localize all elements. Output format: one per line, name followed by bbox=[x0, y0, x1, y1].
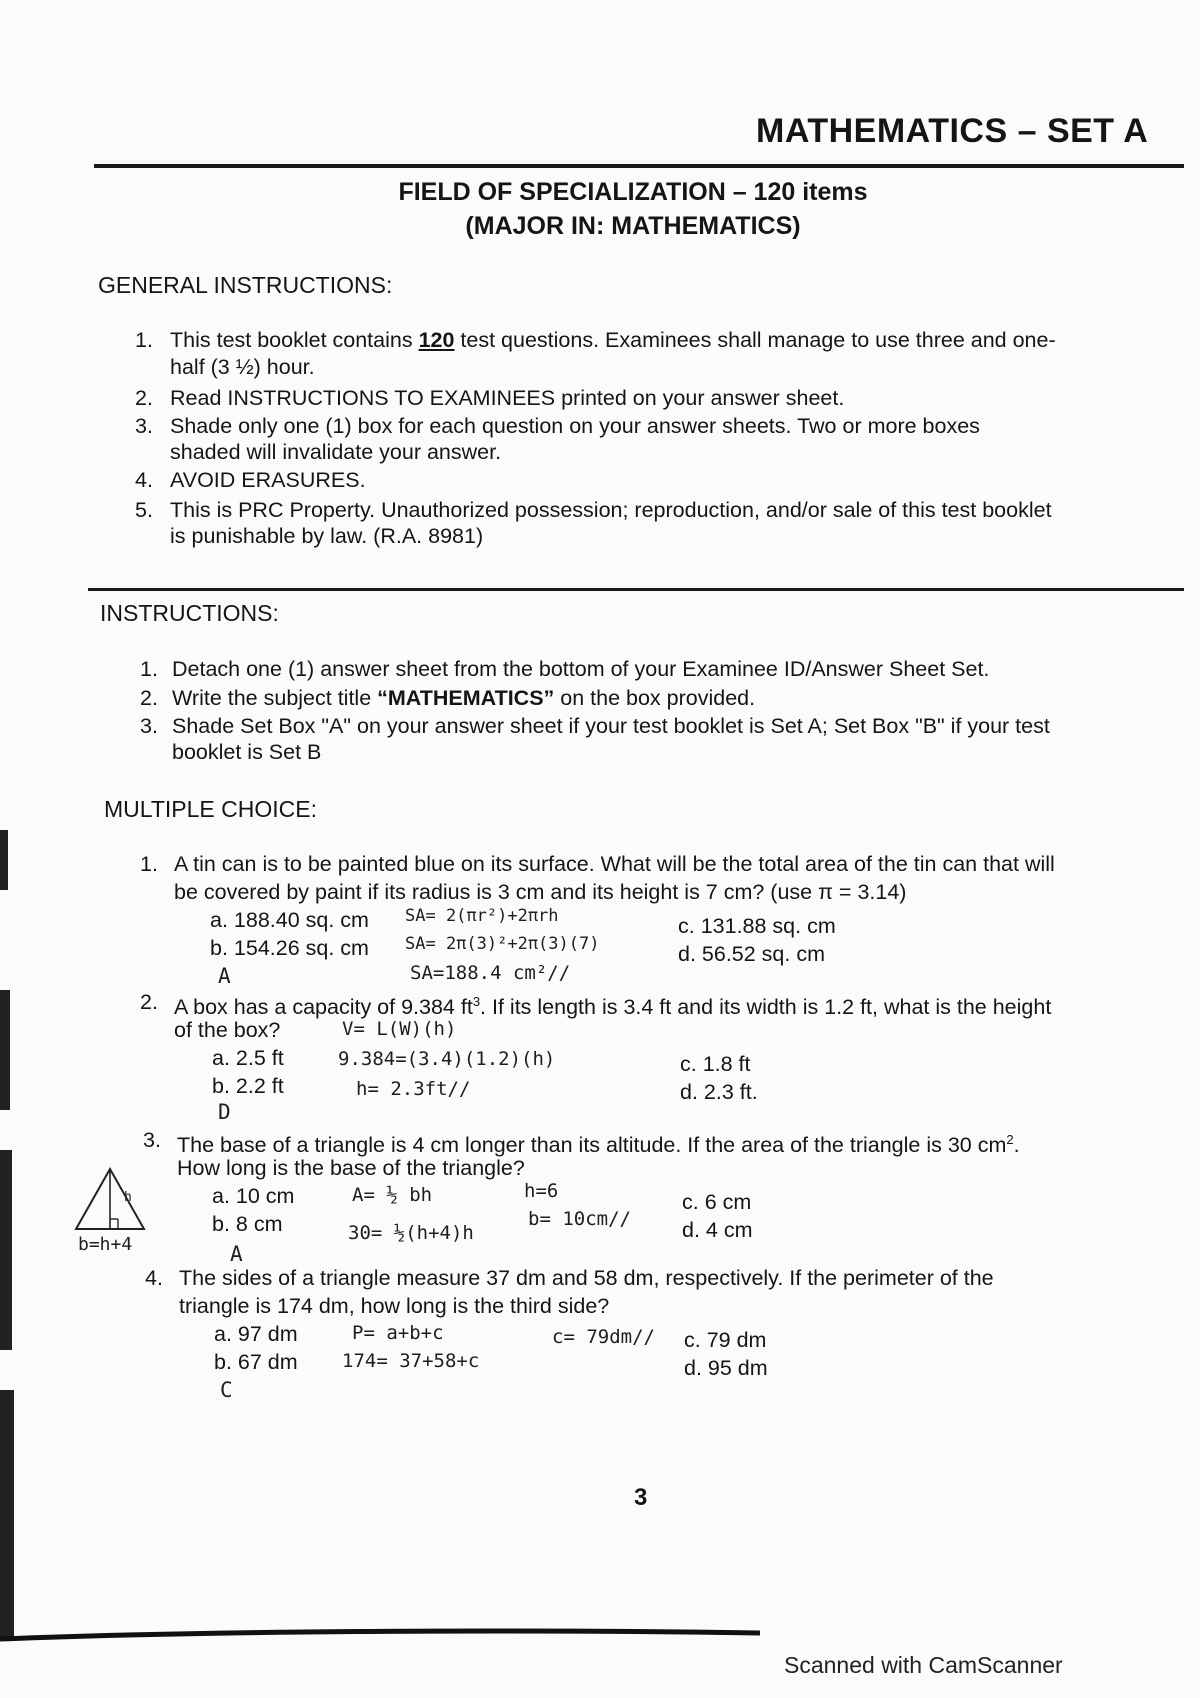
item-number: 4. bbox=[135, 468, 153, 492]
option-a: a. 10 cm bbox=[212, 1184, 295, 1208]
option-a: a. 188.40 sq. cm bbox=[210, 908, 369, 932]
option-a: a. 2.5 ft bbox=[212, 1046, 284, 1070]
scan-shadow-line bbox=[0, 1625, 760, 1645]
handwritten-work: h= 2.3ft// bbox=[356, 1078, 471, 1100]
option-a: a. 97 dm bbox=[214, 1322, 298, 1346]
subtitle-line2: (MAJOR IN: MATHEMATICS) bbox=[465, 212, 801, 240]
question-number: 4. bbox=[145, 1266, 163, 1290]
item-text-part: This test booklet contains bbox=[170, 328, 419, 352]
handwritten-work: V= L(W)(h) bbox=[342, 1018, 457, 1040]
question-text: The sides of a triangle measure 37 dm and 58 dm, respectively. If the perimeter of the bbox=[179, 1266, 994, 1290]
triangle-sketch-icon bbox=[72, 1165, 148, 1235]
item-text: Read INSTRUCTIONS TO EXAMINEES printed on your answer sheet. bbox=[170, 386, 845, 410]
handwritten-work: b= 10cm// bbox=[528, 1208, 631, 1230]
option-b: b. 67 dm bbox=[214, 1350, 298, 1374]
section-divider bbox=[88, 588, 1184, 591]
item-text-cont: booklet is Set B bbox=[172, 740, 322, 764]
exponent: 3 bbox=[472, 994, 481, 1009]
item-number: 3. bbox=[135, 414, 153, 438]
option-c: c. 131.88 sq. cm bbox=[678, 914, 836, 938]
handwritten-sketch-label: b=h+4 bbox=[78, 1234, 133, 1255]
page-header-title: MATHEMATICS – SET A bbox=[756, 112, 1149, 150]
item-text-part: test questions. Examinees shall manage to use three and one- bbox=[454, 328, 1056, 352]
instructions-heading: INSTRUCTIONS: bbox=[100, 600, 279, 626]
handwritten-work: P= a+b+c bbox=[352, 1322, 444, 1344]
handwritten-answer: A bbox=[230, 1242, 243, 1266]
handwritten-work: SA=188.4 cm²// bbox=[410, 962, 571, 984]
handwritten-work: 174= 37+58+c bbox=[342, 1350, 480, 1372]
handwritten-work: A= ½ bh bbox=[352, 1184, 433, 1206]
option-d: d. 2.3 ft. bbox=[680, 1080, 758, 1104]
question-text-part: The base of a triangle is 4 cm longer than its altitude. If the area of the triangle is 30 cm bbox=[177, 1133, 1007, 1158]
binder-edge-mark bbox=[0, 1150, 12, 1350]
option-b: b. 8 cm bbox=[212, 1212, 283, 1236]
handwritten-work: h=6 bbox=[524, 1180, 559, 1202]
question-text bbox=[174, 990, 1051, 1019]
item-text: AVOID ERASURES. bbox=[170, 468, 366, 492]
binder-edge-mark bbox=[0, 830, 8, 890]
question-text-part: A box has a capacity of 9.384 ft bbox=[174, 995, 473, 1020]
item-count: 120 bbox=[418, 328, 455, 352]
binder-edge-mark bbox=[0, 990, 10, 1110]
multiple-choice-heading: MULTIPLE CHOICE: bbox=[104, 796, 317, 822]
question-text-cont: How long is the base of the triangle? bbox=[177, 1156, 525, 1180]
option-c: c. 1.8 ft bbox=[680, 1052, 751, 1076]
question-number: 3. bbox=[143, 1128, 161, 1152]
handwritten-answer: D bbox=[218, 1100, 231, 1124]
handwritten-work: 9.384=(3.4)(1.2)(h) bbox=[338, 1048, 556, 1070]
option-d: d. 4 cm bbox=[682, 1218, 753, 1242]
handwritten-work: SA= 2(πr²)+2πrh bbox=[405, 906, 559, 926]
exponent: 2 bbox=[1006, 1132, 1014, 1147]
item-text bbox=[170, 328, 1056, 352]
item-text bbox=[172, 686, 755, 710]
question-text-cont: triangle is 174 dm, how long is the third side? bbox=[179, 1294, 610, 1318]
handwritten-work: SA= 2π(3)²+2π(3)(7) bbox=[405, 934, 600, 954]
header-rule bbox=[94, 164, 1184, 168]
item-number: 2. bbox=[135, 386, 153, 410]
item-number: 1. bbox=[135, 328, 153, 352]
option-d: d. 95 dm bbox=[684, 1356, 768, 1380]
item-text-part: Write the subject title bbox=[172, 686, 378, 710]
question-text-cont: of the box? bbox=[174, 1018, 281, 1042]
handwritten-answer: A bbox=[218, 964, 231, 988]
option-d: d. 56.52 sq. cm bbox=[678, 942, 825, 966]
item-number: 5. bbox=[135, 498, 153, 522]
question-text bbox=[177, 1128, 1020, 1157]
item-text-cont: is punishable by law. (R.A. 8981) bbox=[170, 524, 484, 548]
option-c: c. 6 cm bbox=[682, 1190, 752, 1214]
option-c: c. 79 dm bbox=[684, 1328, 767, 1352]
item-text: This is PRC Property. Unauthorized possession; reproduction, and/or sale of this test booklet bbox=[170, 498, 1052, 522]
handwritten-answer: C bbox=[220, 1378, 233, 1402]
question-number: 2. bbox=[140, 990, 158, 1014]
general-instructions-heading: GENERAL INSTRUCTIONS: bbox=[98, 272, 393, 298]
item-text-cont: shaded will invalidate your answer. bbox=[170, 440, 502, 464]
binder-edge-mark bbox=[0, 1390, 14, 1640]
subtitle-line1: FIELD OF SPECIALIZATION – 120 items bbox=[398, 178, 868, 206]
camscanner-watermark: Scanned with CamScanner bbox=[784, 1652, 1063, 1678]
handwritten-work: 30= ½(h+4)h bbox=[348, 1222, 474, 1244]
question-text-cont: be covered by paint if its radius is 3 cm and its height is 7 cm? (use π = 3.14) bbox=[174, 880, 907, 904]
item-text: Shade only one (1) box for each question on your answer sheets. Two or more boxes bbox=[170, 414, 980, 438]
item-text-part: on the box provided. bbox=[554, 686, 756, 710]
item-text: Shade Set Box "A" on your answer sheet if your test booklet is Set A; Set Box "B" if your test bbox=[172, 714, 1050, 738]
option-b: b. 2.2 ft bbox=[212, 1074, 284, 1098]
option-b: b. 154.26 sq. cm bbox=[210, 936, 369, 960]
page-number: 3 bbox=[634, 1484, 648, 1511]
question-text-part: . bbox=[1013, 1133, 1020, 1158]
question-text: A tin can is to be painted blue on its surface. What will be the total area of the tin can that will bbox=[174, 852, 1055, 876]
svg-text:h: h bbox=[124, 1190, 132, 1205]
item-number: 2. bbox=[140, 686, 158, 710]
question-text-part: . If its length is 3.4 ft and its width is 1.2 ft, what is the height bbox=[480, 995, 1052, 1020]
handwritten-work: c= 79dm// bbox=[552, 1326, 655, 1348]
item-number: 1. bbox=[140, 657, 158, 681]
subject-title: “MATHEMATICS” bbox=[377, 686, 555, 710]
item-number: 3. bbox=[140, 714, 158, 738]
item-text: Detach one (1) answer sheet from the bottom of your Examinee ID/Answer Sheet Set. bbox=[172, 657, 990, 681]
question-number: 1. bbox=[140, 852, 158, 876]
item-text-cont: half (3 ½) hour. bbox=[170, 355, 315, 379]
